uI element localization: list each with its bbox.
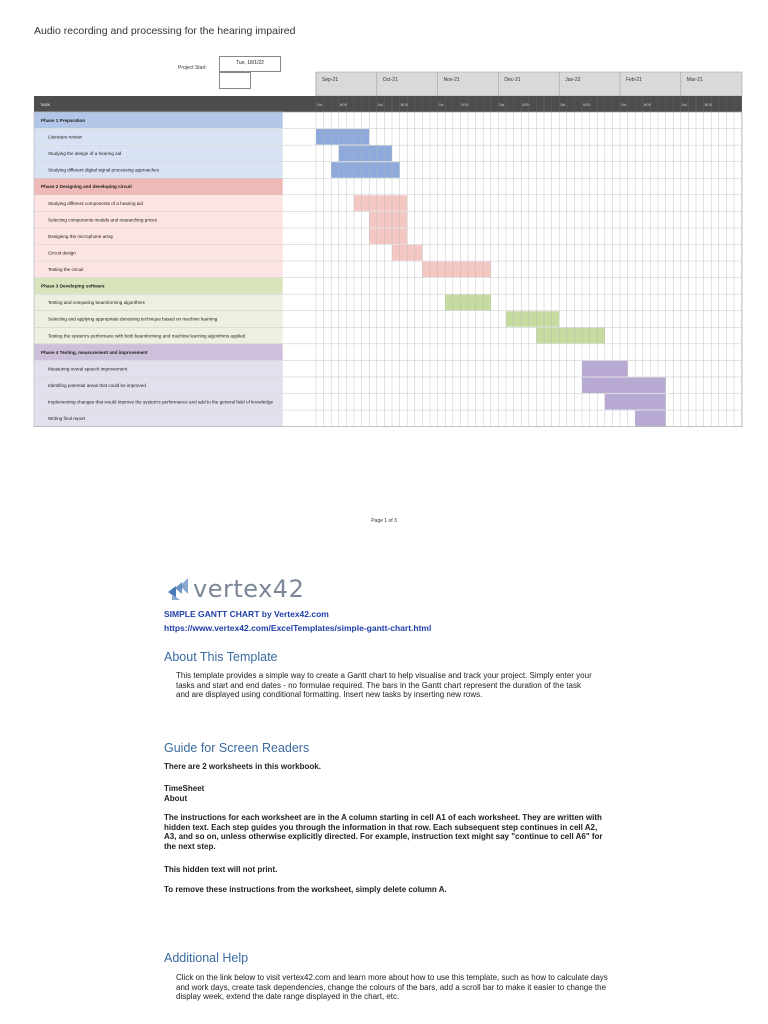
- phase-label: Phase 4 Testing, measurement and improvement: [41, 349, 148, 355]
- month-label: Oct-21: [382, 77, 398, 83]
- page-number: Page 1 of 3: [371, 518, 397, 524]
- task-bar: [354, 195, 407, 211]
- project-start-cell[interactable]: Tue, 18/1/22: [219, 56, 281, 72]
- month-header-row: [316, 72, 742, 96]
- task-label: Testing and comparing beamforming algorithms: [48, 300, 145, 306]
- task-header-label: TASK: [40, 102, 51, 107]
- task-label: Identifing potential areas that could be improved: [48, 382, 146, 388]
- month-label: Sep-21: [322, 77, 339, 83]
- vertex42-logo-icon: [166, 572, 306, 604]
- day-label: Sat: [621, 103, 626, 107]
- day-label: MON: [583, 103, 591, 107]
- month-label: Feb-21: [626, 77, 642, 83]
- task-label: Testing the system's performace with both beamforming and machine learning algorithms applied: [48, 333, 246, 339]
- day-label: Sat: [499, 103, 505, 107]
- task-label: Testing the circuit: [48, 267, 84, 273]
- day-label: MON: [522, 103, 530, 107]
- svg-text:vertex42: vertex42: [193, 575, 305, 603]
- day-label: Sat: [377, 103, 383, 107]
- guide-intro: There are 2 worksheets in this workbook.: [164, 762, 321, 771]
- task-bar: [506, 311, 559, 327]
- task-label: Literature review: [48, 134, 82, 140]
- task-label: Studying the design of a hearing aid: [48, 151, 122, 157]
- about-heading: About This Template: [164, 650, 278, 664]
- task-label: Measuring overal speech improvement: [48, 366, 128, 372]
- task-label: Studying different digital signal processing approaches: [48, 167, 160, 173]
- help-text: Click on the link below to visit vertex42.com and learn more about how to use this template, such as how to calculate days and work days, create task dependencies, change the colours of the bars, add a scroll bar to make it easier to change the display week, extend the date range displayed in the chart, etc.: [176, 973, 608, 1002]
- guide-instructions: The instructions for each worksheet are in the A column starting in cell A1 of each worksheet. They are written with hidden text. Each step guides you through the information in that row. Each subsequent step continues in cell A2, A3, and so on, unless otherwise explicitly directed. For example, instruction text might say "continue to cell A6" for the next step.: [164, 813, 603, 851]
- template-link-url[interactable]: https://www.vertex42.com/ExcelTemplates/simple-gantt-chart.html: [164, 623, 432, 633]
- task-label: Circuit design: [48, 250, 76, 256]
- task-bar: [582, 377, 666, 393]
- project-start-label: Project Start:: [178, 65, 207, 71]
- month-label: Dec-21: [504, 77, 521, 83]
- task-label: Implementing changes that would improve the system's performance and add to the general field of knowledge: [48, 399, 274, 405]
- template-link-title[interactable]: SIMPLE GANTT CHART by Vertex42.com: [164, 609, 329, 619]
- task-bar: [331, 162, 399, 178]
- task-label: Writing final report: [48, 416, 86, 422]
- day-label: MON: [339, 103, 348, 107]
- about-text: This template provides a simple way to create a Gantt chart to help visualise and track your project. Simply enter your tasks and start and end dates - no formulae required. The bars in the Gantt chart represent the duration of the task and are displayed using conditional formatting. Insert new tasks by inserting new rows.: [176, 671, 592, 700]
- task-bar: [536, 328, 604, 344]
- month-label: Nov-21: [443, 77, 460, 83]
- task-label: Selecting and applying appropriate denoising technique based on machine learning: [48, 316, 218, 322]
- vertex42-logo[interactable]: [166, 572, 306, 609]
- day-label: MON: [704, 103, 713, 107]
- phase-label: Phase 3 Developing software: [41, 283, 105, 289]
- phase-label: Phase 1 Preparation: [41, 117, 86, 123]
- task-bar: [369, 228, 407, 244]
- day-label: MON: [643, 103, 652, 107]
- help-heading: Additional Help: [164, 951, 249, 965]
- task-bar: [316, 129, 369, 145]
- task-bar: [369, 212, 407, 228]
- day-label: Sat: [560, 103, 565, 107]
- phase-label: Phase 2 Designing and developing circuit: [41, 184, 132, 190]
- day-label: MON: [400, 103, 409, 107]
- guide-sheet-about: About: [164, 794, 188, 803]
- document-title: Audio recording and processing for the hearing impaired: [34, 25, 296, 37]
- gantt-chart: [0, 0, 768, 440]
- guide-remove-note: To remove these instructions from the worksheet, simply delete column A.: [164, 885, 447, 894]
- task-label: Designing the microphone array: [48, 233, 114, 239]
- month-label: Mar-21: [686, 77, 703, 83]
- guide-heading: Guide for Screen Readers: [164, 741, 310, 755]
- day-label: Sat: [438, 103, 444, 107]
- guide-hidden-note: This hidden text will not print.: [164, 865, 278, 874]
- task-label: Selecting components models and researching prices: [48, 217, 158, 223]
- task-header-bar: [34, 96, 742, 112]
- day-label: Sat: [317, 103, 322, 107]
- task-bar: [339, 146, 392, 162]
- month-label: Jan-22: [565, 77, 581, 83]
- day-label: MON: [461, 103, 469, 107]
- day-label: Sat: [681, 103, 687, 107]
- guide-sheet-timesheet: TimeSheet: [164, 784, 205, 793]
- task-bar: [422, 262, 490, 278]
- task-label: Studying different components of a hearing aid: [48, 200, 143, 206]
